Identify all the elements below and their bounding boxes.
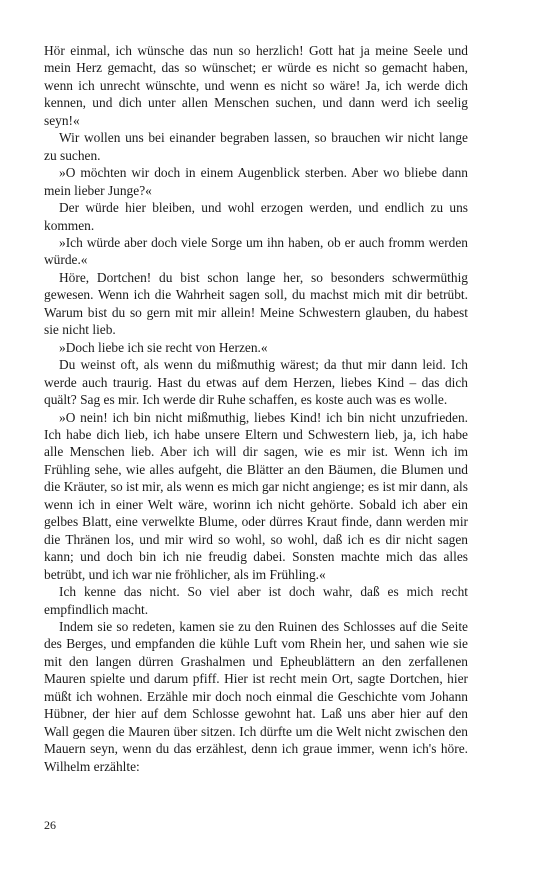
paragraph: »Doch liebe ich sie recht von Herzen.«	[59, 339, 268, 355]
paragraph: »O möchten wir doch in einem Augenblick sterben. Aber wo bliebe dann mein lieber Junge?«	[44, 165, 468, 198]
paragraph: »O nein! ich bin nicht mißmuthig, liebes Kind! ich bin nicht unzufrieden. Ich habe dich lieb, ich habe unsere Eltern und Schwestern lieb, ja, ich habe alle Menschen lieb. Aber ich will dir sagen, wie es mir ist. Wenn ich im Frühling sehe, wie alles aufgeht, die Blätter an den Bäumen, die Blumen und die Kräuter, so ist mir, als wenn es mich gar nicht angienge; es ist mir dann, als wenn ich in einer Welt wäre, worinn ich nicht gehörte. Sobald ich aber ein gelbes Blatt, eine verwelkte Blume, oder dürres Kraut finde, dann werden mir die Thränen los, und mir wird so wohl, so wohl, daß ich es dir nicht sagen kann; und doch bin ich nie freudig dabei. Sonsten machte mich das alles betrübt, und ich war nie fröhlicher, als im Frühling.«	[44, 409, 468, 582]
paragraph: Ich kenne das nicht. So viel aber ist doch wahr, daß es mich recht empfindlich macht.	[44, 584, 468, 617]
paragraph: Wir wollen uns bei einander begraben lassen, so brauchen wir nicht lange zu suchen.	[44, 130, 468, 163]
body-text	[44, 42, 468, 775]
paragraph: Du weinst oft, als wenn du mißmuthig wärest; da thut mir dann leid. Ich werde auch traurig. Hast du etwas auf dem Herzen, liebes Kind – das dich quält? Sag es mir. Ich werde dir Ruhe schaffen, es koste auch was es wolle.	[44, 357, 468, 408]
page-number: 26	[44, 818, 56, 832]
paragraph: Hör einmal, ich wünsche das nun so herzlich! Gott hat ja meine Seele und mein Herz gemacht, das so wünschet; er würde es nicht so gemacht haben, wenn ich unrecht wünschte, und wenn es nicht so wäre! Ja, ich werde dich kennen, und dich unter allen Menschen suchen, und dann werd ich seelig seyn!«	[44, 43, 468, 128]
paragraph: Der würde hier bleiben, und wohl erzogen werden, und endlich zu uns kommen.	[44, 200, 468, 233]
paragraph: Höre, Dortchen! du bist schon lange her, so besonders schwermüthig gewesen. Wenn ich die Wahrheit sagen soll, du machst mich mit dir betrübt. Warum bist du so gern mit mir allein! Meine Schwestern glauben, du habest sie nicht lieb.	[44, 269, 468, 338]
paragraph: »Ich würde aber doch viele Sorge um ihn haben, ob er auch fromm werden würde.«	[44, 234, 468, 268]
paragraph: Indem sie so redeten, kamen sie zu den Ruinen des Schlosses auf die Seite des Berges, und empfanden die kühle Luft vom Rhein her, und sahen wie sie mit den langen dürren Grashalmen und Epheublättern an den zerfallenen Mauren spielte und darum pfiff. Hier ist recht mein Ort, sagte Dortchen, hier müßt ich wohnen. Erzähle mir doch noch einmal die Geschichte vom Johann Hübner, der hier auf dem Schlosse gewohnt hat. Laß uns aber hier auf den Wall gegen die Mauren über sitzen. Ich dürfte um die Welt nicht zwischen den Mauern seyn, wenn du das erzählest, denn ich graue immer, wenn ich's höre. Wilhelm erzählte:	[44, 618, 468, 774]
